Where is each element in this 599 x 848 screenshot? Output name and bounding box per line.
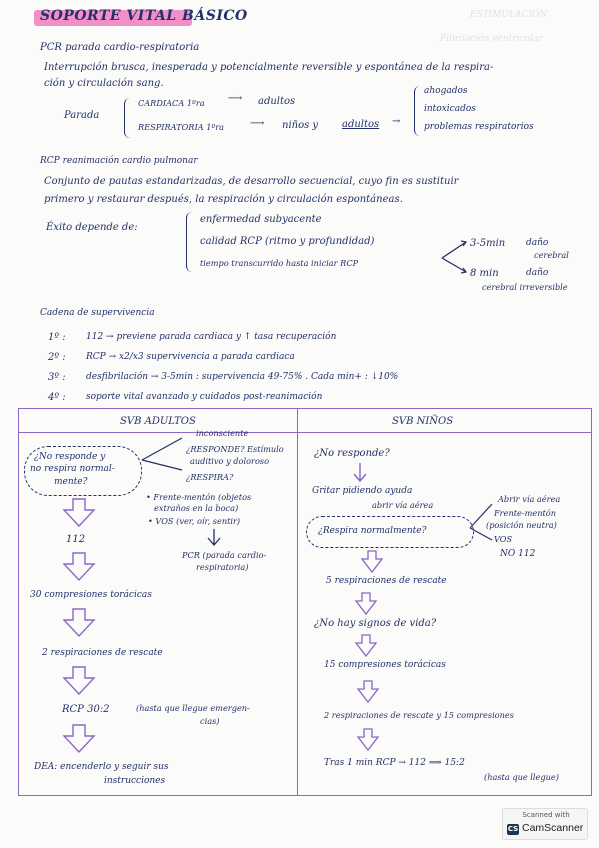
step-compresiones: 30 compresiones torácicas [30,590,152,600]
ninos-responde: ¿No responde? [314,448,390,459]
inconsciente-label: inconsciente [196,428,249,438]
parada-respiratoria: RESPIRATORIA 1ºra [138,122,225,132]
camscanner-watermark [502,808,588,840]
time-8-label-b: cerebral irreversible [482,282,568,292]
step-respiraciones: 2 respiraciones de rescate [42,648,163,658]
svb-table-column-divider [297,408,298,796]
pcr-definition-line1: Interrupción brusca, inesperada y potencialmente reversible y espontánea de la respira- [44,62,494,73]
branch-arrow-icon [140,432,190,476]
parada-cardiaca: CARDIACA 1ºra [138,98,205,108]
down-arrow-icon [350,462,370,484]
ninos-side-item: (posición neutra) [486,520,557,530]
cause-item: intoxicados [424,104,476,114]
ninos-side-item: Abrir vía aérea [498,494,561,504]
cloud-line: no respira normal- [30,464,115,474]
factor-item: enfermedad subyacente [200,214,322,225]
factor-item: tiempo transcurrido hasta iniciar RCP [200,258,359,268]
frente-menton: • Frente-mentón (objetos [146,492,252,502]
watermark-app-name: CamScanner [522,822,584,834]
ninos-resp2: 2 respiraciones de rescate y 15 compresiones [324,710,514,720]
cadena-step-num: 4º : [48,392,66,403]
hollow-down-arrow-icon [356,728,380,752]
cadena-step-text: 112 → previene parada cardiaca y ↑ tasa recuperación [86,332,337,342]
cardiaca-adultos: adultos [258,96,296,107]
step-dea: DEA: encenderlo y seguir sus [34,762,169,772]
hollow-down-arrow-icon [62,498,96,528]
rcp-heading: RCP reanimación cardio pulmonar [40,156,198,166]
cloud-line: mente? [54,477,88,487]
step-rcp-30-2: RCP 30:2 [62,704,110,715]
factors-brace [186,212,194,272]
rcp-note: (hasta que llegue emergen- [136,703,250,713]
cadena-step-num: 2º : [48,352,66,363]
pcr-result: PCR (parada cardio- [182,550,267,560]
cadena-step-num: 1º : [48,332,66,343]
svb-adultos-title: SVB ADULTOS [120,416,196,427]
respira-question: ¿RESPIRA? [186,472,234,482]
pcr-result: respiratoria) [196,562,249,572]
cadena-step-text: soporte vital avanzado y cuidados post-reanimación [86,392,323,402]
hollow-down-arrow-icon [62,724,96,754]
page-title: SOPORTE VITAL BÁSICO [40,8,248,24]
time-8-label-a: daño [526,268,549,278]
cadena-heading: Cadena de supervivencia [40,308,155,318]
causes-brace [414,86,422,136]
arrow-glyph: ⟶ [250,118,265,129]
svb-table-header-divider [18,432,592,433]
cloud-line: ¿No responde y [34,452,106,462]
watermark-scanned-text: Scanned with [522,811,570,819]
hollow-down-arrow-icon [62,608,96,638]
ninos-side-item: NO 112 [500,549,536,559]
parada-brace [124,98,132,138]
hollow-down-arrow-icon [62,666,96,696]
pcr-heading: PCR parada cardio-respiratoria [40,42,200,53]
rcp-note: cias) [200,716,220,726]
ninos-comp15: 15 compresiones torácicas [324,660,446,670]
time-3-5-label-b: cerebral [534,250,569,260]
ninos-side-item: VOS [494,534,513,544]
exito-label: Éxito depende de: [46,222,138,233]
ninos-tras-note: (hasta que llegue) [484,772,559,782]
responde-question: auditivo y doloroso [190,456,270,466]
parada-label: Parada [64,110,100,121]
split-arrow-icon [440,238,470,278]
responde-question: ¿RESPONDE? Estímulo [186,444,284,454]
time-8: 8 min [470,268,499,279]
cadena-step-text: RCP → x2/x3 supervivencia a parada cardiaca [86,352,295,362]
hollow-down-arrow-icon [354,592,378,616]
pcr-definition-line2: ción y circulación sang. [44,78,164,89]
cadena-step-num: 3º : [48,372,66,383]
hollow-down-arrow-icon [62,552,96,582]
rcp-definition-line1: Conjunto de pautas estandarizadas, de desarrollo secuencial, cuyo fin es sustituir [44,176,459,187]
hollow-down-arrow-icon [356,680,380,704]
vos-item: • VOS (ver, oír, sentir) [148,516,241,526]
cadena-step-text: desfibrilación → 3-5min : supervivencia 49-75% . Cada min+ : ↓10% [86,372,399,382]
factor-item: calidad RCP (ritmo y profundidad) [200,236,375,247]
ninos-abrir: abrir vía aérea [372,500,434,510]
step-dea-line2: instrucciones [104,776,166,786]
cause-item: problemas respiratorios [424,122,534,132]
arrow-glyph: → [392,116,401,127]
ninos-side-item: Frente-mentón [494,508,556,518]
respiratoria-ninos: niños y [282,120,319,131]
down-arrow-icon [204,528,224,548]
ninos-gritar: Gritar pidiendo ayuda [312,486,413,496]
ghost-text: ESTIMULACIÓN [470,10,548,20]
ninos-tras: Tras 1 min RCP → 112 ⟹ 15:2 [324,758,465,768]
frente-menton: extraños en la boca) [154,503,239,513]
ninos-signos: ¿No hay signos de vida? [314,618,437,629]
ninos-rescate5: 5 respiraciones de rescate [326,576,447,586]
rcp-definition-line2: primero y restaurar después, la respiración y circulación espontáneas. [44,194,403,205]
camscanner-logo-icon: CS [507,825,519,833]
respiratoria-adultos: adultos [342,119,380,130]
cause-item: ahogados [424,86,468,96]
ninos-respira: ¿Respira normalmente? [318,526,427,536]
step-112: 112 [66,534,86,545]
ghost-text: Fibrilación ventricular [440,34,543,44]
hollow-down-arrow-icon [354,634,378,658]
time-3-5-label-a: daño [526,238,549,248]
svb-ninos-title: SVB NIÑOS [392,416,454,427]
time-3-5: 3-5min [470,238,506,249]
hollow-down-arrow-icon [360,550,384,574]
arrow-glyph: ⟶ [228,93,243,104]
